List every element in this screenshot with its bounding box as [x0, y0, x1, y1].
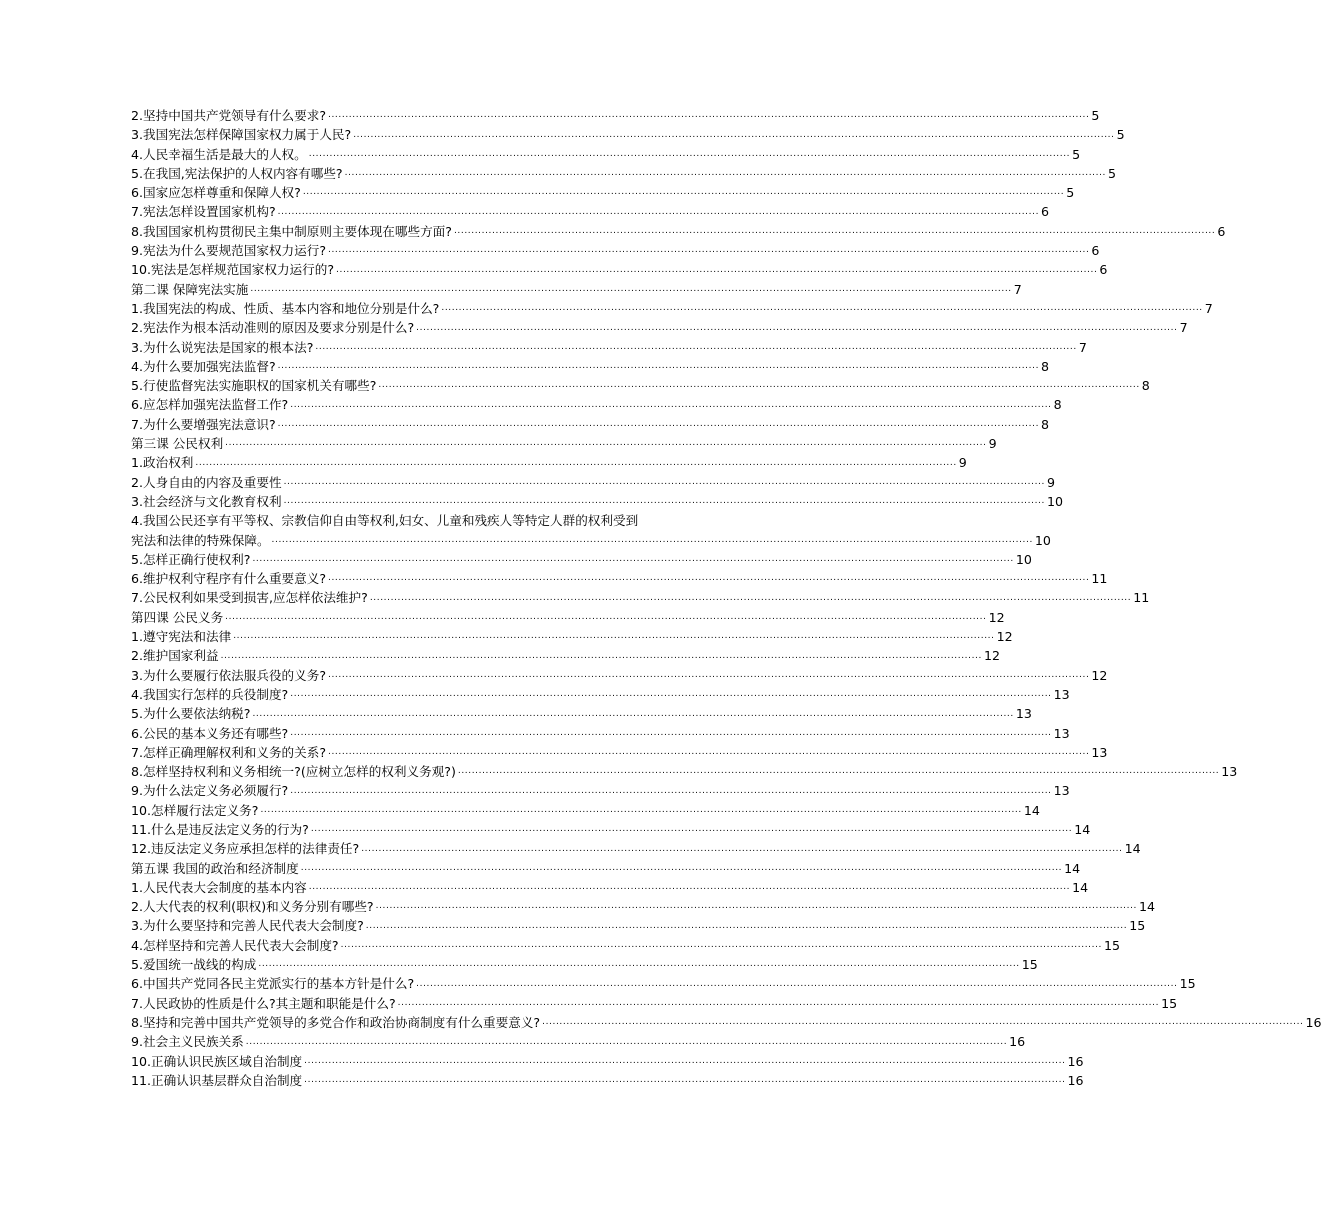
toc-entry-title: 5.怎样正确行使权利? — [131, 551, 251, 567]
page-number: 16 — [1009, 1034, 1026, 1050]
toc-entry-title: 11.什么是违反法定义务的行为? — [131, 821, 309, 837]
toc-entry[interactable] — [131, 145, 1081, 164]
toc-entry-title: 6.中国共产党同各民主党派实行的基本方针是什么? — [131, 976, 415, 992]
page-number: 13 — [1053, 686, 1070, 702]
toc-entry[interactable] — [131, 685, 1070, 704]
toc-entry[interactable] — [131, 1052, 1084, 1071]
toc-entry[interactable] — [131, 492, 1063, 511]
dot-leader: ............................................................................................................................................................................................................................ — [441, 303, 1203, 314]
toc-entry-title: 4.怎样坚持和完善人民代表大会制度? — [131, 937, 339, 953]
toc-entry-title: 7.公民权利如果受到损害,应怎样依法维护? — [131, 590, 368, 606]
toc-entry-title: 第三课 公民权利 — [131, 436, 224, 452]
dot-leader: ............................................................................................................................................................................................................................ — [290, 689, 1052, 700]
dot-leader: ............................................................................................................................................................................................................................ — [369, 592, 1132, 603]
dot-leader: ............................................................................................................................................................................................................................ — [365, 920, 1128, 931]
toc-entry[interactable] — [131, 878, 1089, 897]
page-number: 6 — [1099, 262, 1108, 278]
page-number: 8 — [1041, 358, 1050, 374]
page-number: 8 — [1141, 378, 1150, 394]
page-number: 14 — [1023, 802, 1040, 818]
dot-leader: ............................................................................................................................................................................................................................ — [195, 457, 957, 468]
dot-leader: ............................................................................................................................................................................................................................ — [258, 959, 1020, 970]
dot-leader: ............................................................................................................................................................................................................................ — [252, 554, 1014, 565]
page-number: 6 — [1091, 243, 1100, 259]
page-number: 12 — [996, 629, 1013, 645]
toc-entry[interactable] — [131, 222, 1226, 241]
page-number: 15 — [1161, 995, 1178, 1011]
toc-entry-title: 3.我国宪法怎样保障国家权力属于人民? — [131, 127, 352, 143]
toc-entry-title: 4.人民幸福生活是最大的人权。 — [131, 146, 307, 162]
toc-entry-title: 3.社会经济与文化教育权利 — [131, 493, 282, 509]
dot-leader: ............................................................................................................................................................................................................................ — [304, 1075, 1066, 1086]
toc-entry[interactable] — [131, 936, 1121, 955]
toc-entry-title: 5.为什么要依法纳税? — [131, 706, 251, 722]
page-number: 11 — [1133, 590, 1150, 606]
toc-entry-title: 2.宪法作为根本活动准则的原因及要求分别是什么? — [131, 320, 415, 336]
toc-entry[interactable] — [131, 241, 1100, 260]
toc-entry-title: 6.维护权利守程序有什么重要意义? — [131, 571, 327, 587]
toc-entry-title: 10.宪法是怎样规范国家权力运行的? — [131, 262, 335, 278]
dot-leader: ............................................................................................................................................................................................................................ — [290, 727, 1052, 738]
toc-entry-title: 9.社会主义民族关系 — [131, 1034, 244, 1050]
page-number: 7 — [1013, 281, 1022, 297]
page-number: 14 — [1074, 821, 1091, 837]
dot-leader: ............................................................................................................................................................................................................................ — [378, 380, 1140, 391]
page-number: 5 — [1091, 108, 1100, 123]
toc-entry-title: 7.怎样正确理解权利和义务的关系? — [131, 744, 327, 760]
toc-entry[interactable] — [131, 724, 1070, 743]
toc-entry[interactable] — [131, 743, 1108, 762]
dot-leader: ............................................................................................................................................................................................................................ — [233, 631, 995, 642]
page-number: 5 — [1116, 127, 1125, 143]
toc-entry[interactable] — [131, 280, 1022, 299]
toc-entry[interactable] — [131, 453, 967, 472]
toc-entry-title: 7.为什么要增强宪法意识? — [131, 416, 276, 432]
dot-leader: ............................................................................................................................................................................................................................ — [328, 245, 1090, 256]
toc-entry-title-continued: 宪法和法律的特殊保障。 — [131, 532, 270, 548]
page-number: 9 — [1046, 474, 1055, 490]
toc-entry[interactable] — [131, 1013, 1322, 1032]
toc-entry-title: 1.我国宪法的构成、性质、基本内容和地位分别是什么? — [131, 300, 440, 316]
toc-entry-title: 第二课 保障宪法实施 — [131, 281, 249, 297]
toc-entry[interactable] — [131, 588, 1150, 607]
toc-entry[interactable] — [131, 125, 1125, 144]
toc-entry[interactable] — [131, 260, 1108, 279]
toc-entry[interactable] — [131, 202, 1050, 221]
page-number: 16 — [1067, 1053, 1084, 1069]
toc-entry[interactable] — [131, 1032, 1026, 1051]
dot-leader: ............................................................................................................................................................................................................................ — [260, 804, 1022, 815]
toc-entry-title: 9.为什么法定义务必须履行? — [131, 783, 289, 799]
dot-leader: ............................................................................................................................................................................................................................ — [344, 168, 1107, 179]
dot-leader: ............................................................................................................................................................................................................................ — [328, 573, 1090, 584]
page-number: 5 — [1108, 165, 1117, 181]
dot-leader: ............................................................................................................................................................................................................................ — [375, 901, 1138, 912]
toc-entry[interactable] — [131, 473, 1055, 492]
dot-leader: ............................................................................................................................................................................................................................ — [361, 843, 1123, 854]
toc-entry[interactable] — [131, 376, 1150, 395]
toc-entry-title: 8.坚持和完善中国共产党领导的多党合作和政治协商制度有什么重要意义? — [131, 1014, 541, 1030]
toc-entry[interactable] — [131, 511, 1051, 550]
dot-leader: ............................................................................................................................................................................................................................ — [225, 438, 987, 449]
toc-entry-title: 9.宪法为什么要规范国家权力运行? — [131, 243, 327, 259]
page-number: 8 — [1053, 397, 1062, 413]
toc-entry[interactable] — [131, 955, 1038, 974]
dot-leader: ............................................................................................................................................................................................................................ — [336, 264, 1098, 275]
dot-leader: ............................................................................................................................................................................................................................ — [328, 669, 1090, 680]
toc-entry-title: 7.宪法怎样设置国家机构? — [131, 204, 276, 220]
page-number: 6 — [1217, 223, 1226, 239]
dot-leader: ............................................................................................................................................................................................................................ — [245, 1036, 1008, 1047]
toc-entry[interactable] — [131, 338, 1087, 357]
page-number: 7 — [1078, 339, 1087, 355]
page-number: 16 — [1067, 1072, 1084, 1088]
page-number: 11 — [1091, 571, 1108, 587]
toc-entry[interactable] — [131, 434, 997, 453]
toc-entry[interactable] — [131, 1071, 1084, 1090]
toc-entry-title: 1.遵守宪法和法律 — [131, 629, 232, 645]
toc-entry[interactable] — [131, 357, 1050, 376]
dot-leader: ............................................................................................................................................................................................................................ — [453, 226, 1216, 237]
toc-entry-title: 5.行使监督宪法实施职权的国家机关有哪些? — [131, 378, 377, 394]
toc-entry-title: 6.公民的基本义务还有哪些? — [131, 725, 289, 741]
dot-leader: ............................................................................................................................................................................................................................ — [340, 940, 1102, 951]
toc-entry[interactable] — [131, 183, 1075, 202]
toc-entry-title: 7.人民政协的性质是什么?其主题和职能是什么? — [131, 995, 396, 1011]
toc-entry[interactable] — [131, 994, 1178, 1013]
toc-entry-title: 2.坚持中国共产党领导有什么要求? — [131, 108, 327, 123]
page-number: 9 — [988, 436, 997, 452]
table-of-contents — [131, 106, 1322, 1090]
toc-entry[interactable] — [131, 318, 1188, 337]
page-number: 5 — [1066, 185, 1075, 201]
toc-entry[interactable] — [131, 164, 1117, 183]
toc-entry[interactable] — [131, 820, 1091, 839]
dot-leader: ............................................................................................................................................................................................................................ — [416, 322, 1178, 333]
dot-leader: ............................................................................................................................................................................................................................ — [315, 341, 1077, 352]
toc-entry-title: 5.在我国,宪法保护的人权内容有哪些? — [131, 165, 343, 181]
page-number: 6 — [1041, 204, 1050, 220]
toc-entry[interactable] — [131, 299, 1213, 318]
toc-entry[interactable] — [131, 550, 1032, 569]
dot-leader: ............................................................................................................................................................................................................................ — [225, 612, 987, 623]
dot-leader: ............................................................................................................................................................................................................................ — [353, 129, 1115, 140]
toc-entry-title: 8.我国国家机构贯彻民主集中制原则主要体现在哪些方面? — [131, 223, 452, 239]
toc-entry[interactable] — [131, 395, 1062, 414]
toc-entry[interactable] — [131, 608, 1005, 627]
toc-entry[interactable] — [131, 839, 1141, 858]
toc-entry[interactable] — [131, 859, 1081, 878]
toc-entry[interactable] — [131, 666, 1108, 685]
page-number: 13 — [1221, 764, 1238, 780]
toc-entry[interactable] — [131, 704, 1032, 723]
page-number: 16 — [1305, 1014, 1322, 1030]
toc-entry[interactable] — [131, 106, 1100, 125]
dot-leader: ............................................................................................................................................................................................................................ — [290, 399, 1052, 410]
page-number: 14 — [1072, 879, 1089, 895]
dot-leader: ............................................................................................................................................................................................................................ — [290, 785, 1052, 796]
dot-leader: ............................................................................................................................................................................................................................ — [397, 997, 1160, 1008]
dot-leader: ............................................................................................................................................................................................................................ — [271, 534, 1033, 545]
toc-entry[interactable] — [131, 801, 1040, 820]
dot-leader: ............................................................................................................................................................................................................................ — [416, 978, 1178, 989]
page-number: 13 — [1015, 706, 1032, 722]
toc-entry[interactable] — [131, 415, 1050, 434]
page-number: 12 — [988, 609, 1005, 625]
dot-leader: ............................................................................................................................................................................................................................ — [310, 824, 1073, 835]
toc-entry-title: 3.为什么要履行依法服兵役的义务? — [131, 667, 327, 683]
toc-entry[interactable] — [131, 897, 1156, 916]
page-number: 14 — [1064, 860, 1081, 876]
page-number: 10 — [1034, 532, 1051, 548]
page-number: 12 — [983, 648, 1001, 664]
page-number: 15 — [1104, 937, 1121, 953]
dot-leader: ............................................................................................................................................................................................................................ — [542, 1017, 1304, 1028]
toc-entry-title: 3.为什么说宪法是国家的根本法? — [131, 339, 314, 355]
page-number: 7 — [1204, 300, 1213, 316]
dot-leader: ............................................................................................................................................................................................................................ — [220, 650, 982, 661]
toc-entry-title: 6.国家应怎样尊重和保障人权? — [131, 185, 301, 201]
toc-entry-title: 1.人民代表大会制度的基本内容 — [131, 879, 307, 895]
toc-entry-title: 4.我国实行怎样的兵役制度? — [131, 686, 289, 702]
toc-entry-title: 8.怎样坚持权利和义务相统一?(应树立怎样的权利义务观?) — [131, 764, 456, 780]
dot-leader: ............................................................................................................................................................................................................................ — [328, 747, 1090, 758]
toc-entry-title: 第五课 我国的政治和经济制度 — [131, 860, 299, 876]
dot-leader: ............................................................................................................................................................................................................................ — [457, 766, 1220, 777]
dot-leader: ............................................................................................................................................................................................................................ — [277, 419, 1040, 430]
dot-leader: ............................................................................................................................................................................................................................ — [328, 110, 1090, 121]
page-number: 9 — [958, 455, 967, 471]
toc-entry-title: 第四课 公民义务 — [131, 609, 224, 625]
page-number: 15 — [1129, 918, 1146, 934]
toc-entry-title: 2.人大代表的权利(职权)和义务分别有哪些? — [131, 899, 374, 915]
dot-leader: ............................................................................................................................................................................................................................ — [302, 187, 1065, 198]
page-number: 15 — [1179, 976, 1196, 992]
toc-entry-title: 2.人身自由的内容及重要性 — [131, 474, 282, 490]
toc-entry-title: 4.我国公民还享有平等权、宗教信仰自由等权利,妇女、儿童和残疾人等特定人群的权利受到 — [131, 513, 639, 529]
page-number: 8 — [1041, 416, 1050, 432]
toc-entry-title: 5.爱国统一战线的构成 — [131, 957, 257, 973]
dot-leader: ............................................................................................................................................................................................................................ — [277, 361, 1040, 372]
page-number: 13 — [1091, 744, 1108, 760]
toc-entry-title: 11.正确认识基层群众自治制度 — [131, 1072, 303, 1088]
toc-entry-title: 12.违反法定义务应承担怎样的法律责任? — [131, 841, 360, 857]
page-number: 5 — [1072, 146, 1081, 162]
page-number: 13 — [1053, 725, 1070, 741]
dot-leader: ............................................................................................................................................................................................................................ — [308, 148, 1071, 159]
toc-entry-title: 4.为什么要加强宪法监督? — [131, 358, 276, 374]
toc-entry[interactable] — [131, 916, 1146, 935]
dot-leader: ............................................................................................................................................................................................................................ — [300, 862, 1063, 873]
toc-entry-title: 2.维护国家利益 — [131, 648, 219, 664]
toc-entry[interactable] — [131, 569, 1108, 588]
page-number: 14 — [1139, 899, 1156, 915]
toc-entry[interactable] — [131, 762, 1238, 781]
dot-leader: ............................................................................................................................................................................................................................ — [304, 1055, 1066, 1066]
toc-entry-title: 1.政治权利 — [131, 455, 194, 471]
toc-entry-title: 10.正确认识民族区域自治制度 — [131, 1053, 303, 1069]
page-number: 13 — [1053, 783, 1070, 799]
dot-leader: ............................................................................................................................................................................................................................ — [283, 476, 1045, 487]
dot-leader: ............................................................................................................................................................................................................................ — [283, 496, 1045, 507]
page-number: 10 — [1015, 551, 1032, 567]
toc-entry-title: 6.应怎样加强宪法监督工作? — [131, 397, 289, 413]
page-number: 10 — [1046, 493, 1063, 509]
dot-leader: ............................................................................................................................................................................................................................ — [252, 708, 1014, 719]
toc-entry[interactable] — [131, 781, 1070, 800]
page-number: 12 — [1091, 667, 1108, 683]
dot-leader: ............................................................................................................................................................................................................................ — [308, 882, 1071, 893]
dot-leader: ............................................................................................................................................................................................................................ — [250, 283, 1012, 294]
toc-entry-title: 10.怎样履行法定义务? — [131, 802, 259, 818]
toc-entry[interactable] — [131, 646, 1001, 665]
page-number: 14 — [1124, 841, 1141, 857]
page-number: 15 — [1021, 957, 1038, 973]
toc-entry[interactable] — [131, 627, 1013, 646]
toc-entry[interactable] — [131, 974, 1196, 993]
page-number: 7 — [1179, 320, 1188, 336]
dot-leader: ............................................................................................................................................................................................................................ — [277, 206, 1040, 217]
toc-entry-title: 3.为什么要坚持和完善人民代表大会制度? — [131, 918, 364, 934]
